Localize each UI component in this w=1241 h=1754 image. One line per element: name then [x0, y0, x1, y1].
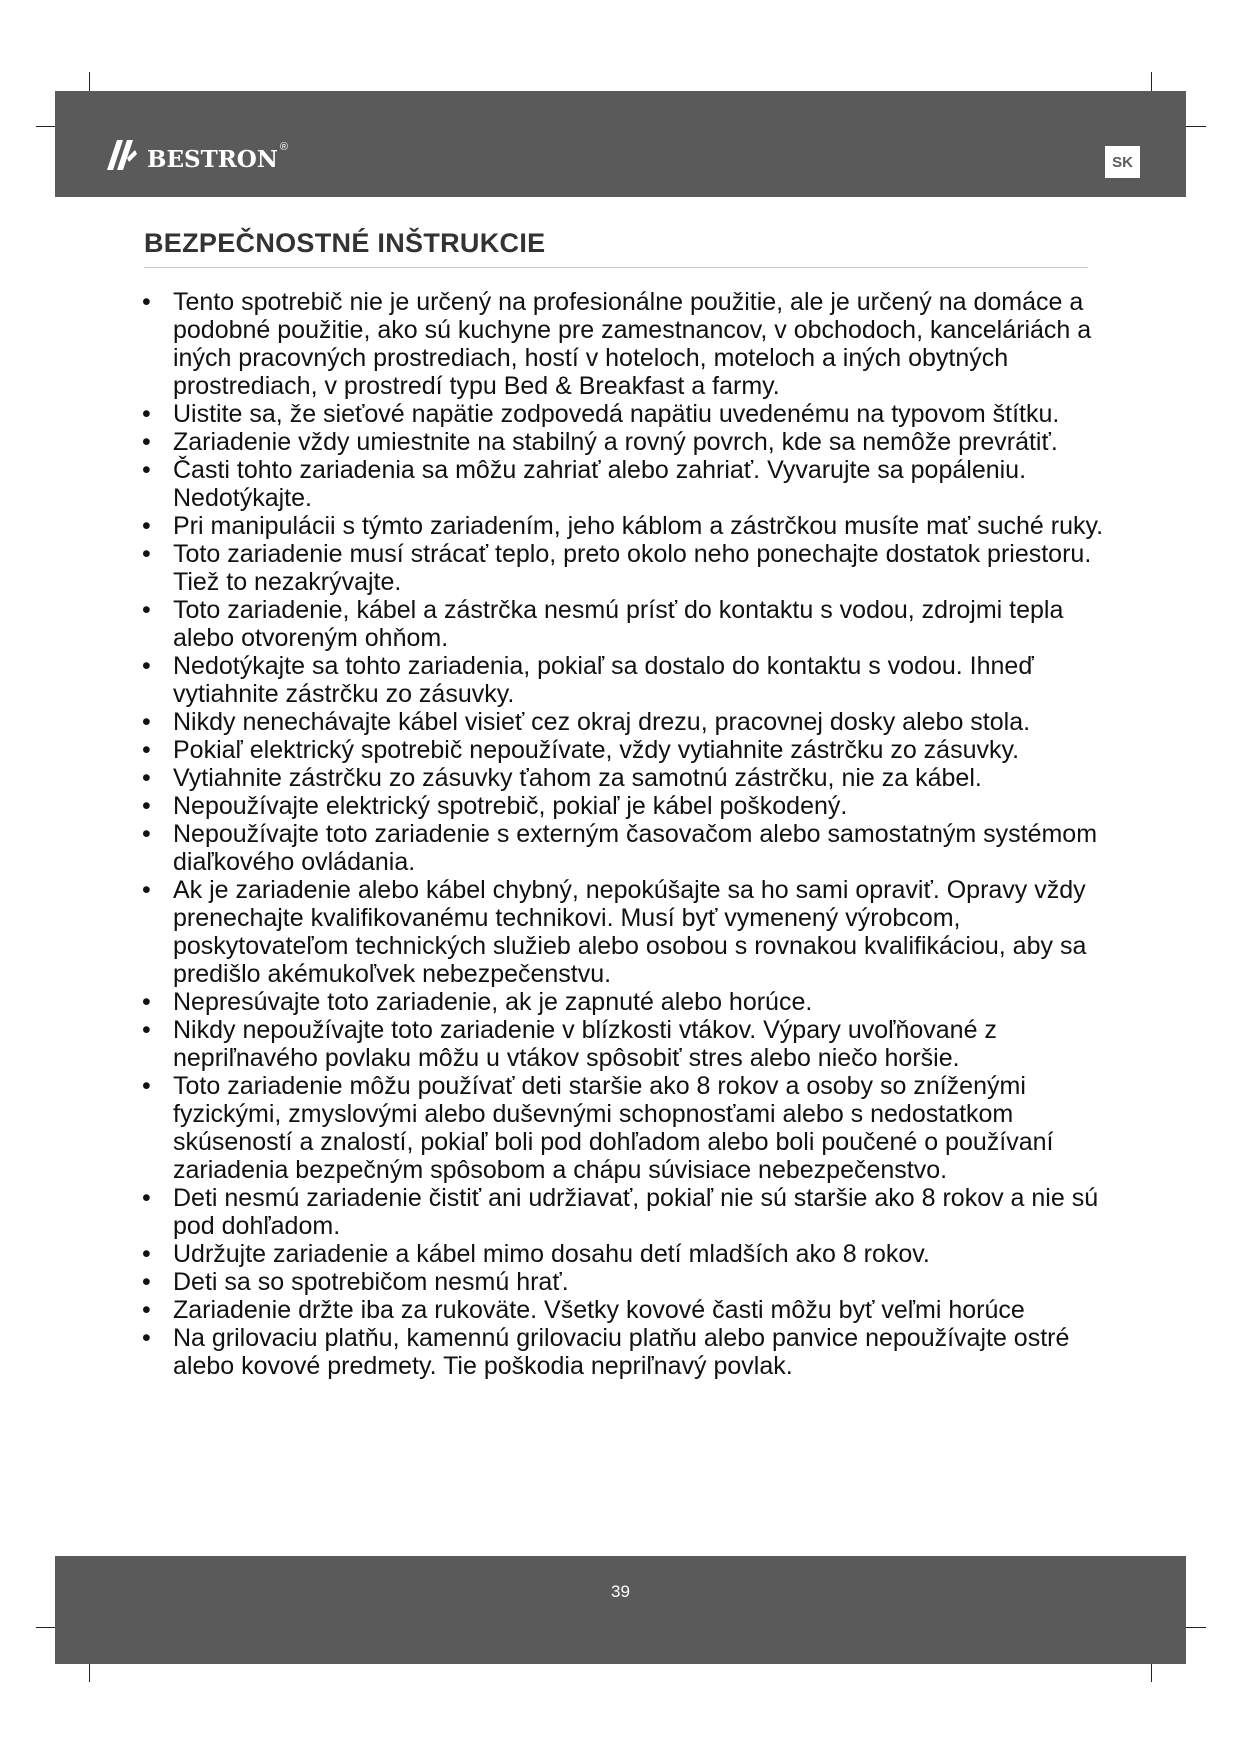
instruction-text: Zariadenie držte iba za rukoväte. Všetky kovové časti môžu byť veľmi horúce — [173, 1296, 1025, 1324]
list-item — [142, 1072, 1126, 1184]
list-item — [142, 512, 1126, 540]
list-item — [142, 1184, 1126, 1240]
bullet-icon: • — [142, 428, 151, 456]
list-item — [142, 1016, 1126, 1072]
bullet-icon: • — [142, 820, 151, 848]
bullet-icon: • — [142, 1296, 151, 1324]
list-item — [142, 652, 1126, 708]
bullet-icon: • — [142, 1240, 151, 1268]
instruction-text: Nikdy nenechávajte kábel visieť cez okraj drezu, pracovnej dosky alebo stola. — [173, 708, 1031, 736]
bullet-icon: • — [142, 512, 151, 540]
title-divider — [144, 267, 1088, 268]
instruction-text: Nikdy nepoužívajte toto zariadenie v blízkosti vtákov. Výpary uvoľňované z nepriľnavého povlaku môžu u vtákov spôsobiť stres alebo niečo horšie. — [173, 1016, 997, 1072]
list-item — [142, 876, 1126, 988]
list-item — [142, 456, 1126, 512]
instruction-text: Zariadenie vždy umiestnite na stabilný a rovný povrch, kde sa nemôže prevrátiť. — [173, 428, 1058, 456]
list-item — [142, 764, 1126, 792]
instruction-text: Deti nesmú zariadenie čistiť ani udržiavať, pokiaľ nie sú staršie ako 8 rokov a nie sú pod dohľadom. — [173, 1184, 1099, 1240]
instruction-text: Nedotýkajte sa tohto zariadenia, pokiaľ sa dostalo do kontaktu s vodou. Ihneď vytiahnite zástrčku zo zásuvky. — [173, 652, 1034, 708]
instruction-text: Vytiahnite zástrčku zo zásuvky ťahom za samotnú zástrčku, nie za kábel. — [173, 764, 982, 792]
instruction-text: Uistite sa, že sieťové napätie zodpovedá napätiu uvedenému na typovom štítku. — [173, 400, 1060, 428]
list-item — [142, 288, 1126, 400]
instruction-text: Nepresúvajte toto zariadenie, ak je zapnuté alebo horúce. — [173, 988, 813, 1016]
list-item — [142, 1268, 1126, 1296]
header-band — [55, 91, 1186, 197]
bullet-icon: • — [142, 708, 151, 736]
list-item — [142, 428, 1126, 456]
instruction-text: Toto zariadenie môžu používať deti staršie ako 8 rokov a osoby so zníženými fyzickými, zmyslovými alebo duševnými schopnosťami alebo s nedostatkom skúseností a znalostí, pokiaľ boli pod dohľadom alebo boli poučené o používaní zariadenia bezpečným spôsobom a chápu súvisiace nebezpečenstvo. — [173, 1072, 1054, 1184]
bullet-icon: • — [142, 540, 151, 568]
bullet-icon: • — [142, 792, 151, 820]
instruction-text: Tento spotrebič nie je určený na profesionálne použitie, ale je určený na domáce a podobné použitie, ako sú kuchyne pre zamestnancov, v obchodoch, kanceláriách a iných pracovných prostrediach, hostí v hoteloch, moteloch a iných obytných prostrediach, v prostredí typu Bed & Breakfast a farmy. — [173, 288, 1092, 400]
list-item — [142, 540, 1126, 596]
brand-logo — [105, 135, 288, 175]
bullet-icon: • — [142, 652, 151, 680]
bullet-icon: • — [142, 1016, 151, 1044]
bullet-icon: • — [142, 400, 151, 428]
instruction-text: Pri manipulácii s týmto zariadením, jeho káblom a zástrčkou musíte mať suché ruky. — [173, 512, 1104, 540]
list-item — [142, 1324, 1126, 1380]
instruction-text: Časti tohto zariadenia sa môžu zahriať alebo zahriať. Vyvarujte sa popáleniu. Nedotýkajte. — [173, 456, 1027, 512]
bullet-icon: • — [142, 736, 151, 764]
instruction-text: Ak je zariadenie alebo kábel chybný, nepokúšajte sa ho sami opraviť. Opravy vždy prenechajte kvalifikovanému technikovi. Musí byť vymenený výrobcom, poskytovateľom technických služieb alebo osobou s rovnakou kvalifikáciou, aby sa predišlo akémukoľvek nebezpečenstvu. — [173, 876, 1087, 988]
bullet-icon: • — [142, 456, 151, 484]
footer-band — [55, 1556, 1186, 1664]
instruction-text: Nepoužívajte elektrický spotrebič, pokiaľ je kábel poškodený. — [173, 792, 848, 820]
bullet-icon: • — [142, 764, 151, 792]
instruction-text: Na grilovaciu platňu, kamennú grilovaciu platňu alebo panvice nepoužívajte ostré alebo kovové predmety. Tie poškodia nepriľnavý povlak. — [173, 1324, 1070, 1380]
bullet-icon: • — [142, 1072, 151, 1100]
page-number: 39 — [611, 1582, 630, 1601]
list-item — [142, 1296, 1126, 1324]
instruction-text: Deti sa so spotrebičom nesmú hrať. — [173, 1268, 569, 1296]
list-item — [142, 988, 1126, 1016]
list-item — [142, 792, 1126, 820]
bullet-icon: • — [142, 876, 151, 904]
instruction-text: Pokiaľ elektrický spotrebič nepoužívate, vždy vytiahnite zástrčku zo zásuvky. — [173, 736, 1020, 764]
bullet-icon: • — [142, 288, 151, 316]
safety-instruction-list — [142, 288, 1126, 1380]
instruction-text: Nepoužívajte toto zariadenie s externým časovačom alebo samostatným systémom diaľkového ovládania. — [173, 820, 1098, 876]
bullet-icon: • — [142, 596, 151, 624]
instruction-text: Toto zariadenie, kábel a zástrčka nesmú prísť do kontaktu s vodou, zdrojmi tepla alebo otvoreným ohňom. — [173, 596, 1064, 652]
list-item — [142, 596, 1126, 652]
brand-mark-icon — [105, 138, 139, 172]
bullet-icon: • — [142, 1184, 151, 1212]
instruction-text: Toto zariadenie musí strácať teplo, preto okolo neho ponechajte dostatok priestoru. Tiež to nezakrývajte. — [173, 540, 1092, 596]
list-item — [142, 820, 1126, 876]
list-item — [142, 736, 1126, 764]
section-title: BEZPEČNOSTNÉ INŠTRUKCIE — [144, 228, 546, 258]
instruction-text: Udržujte zariadenie a kábel mimo dosahu detí mladších ako 8 rokov. — [173, 1240, 930, 1268]
registered-mark: ® — [279, 141, 288, 153]
bullet-icon: • — [142, 988, 151, 1016]
list-item — [142, 1240, 1126, 1268]
bullet-icon: • — [142, 1268, 151, 1296]
language-badge: SK — [1105, 146, 1140, 178]
list-item — [142, 400, 1126, 428]
bullet-icon: • — [142, 1324, 151, 1352]
brand-name: bestron — [147, 135, 278, 175]
list-item — [142, 708, 1126, 736]
